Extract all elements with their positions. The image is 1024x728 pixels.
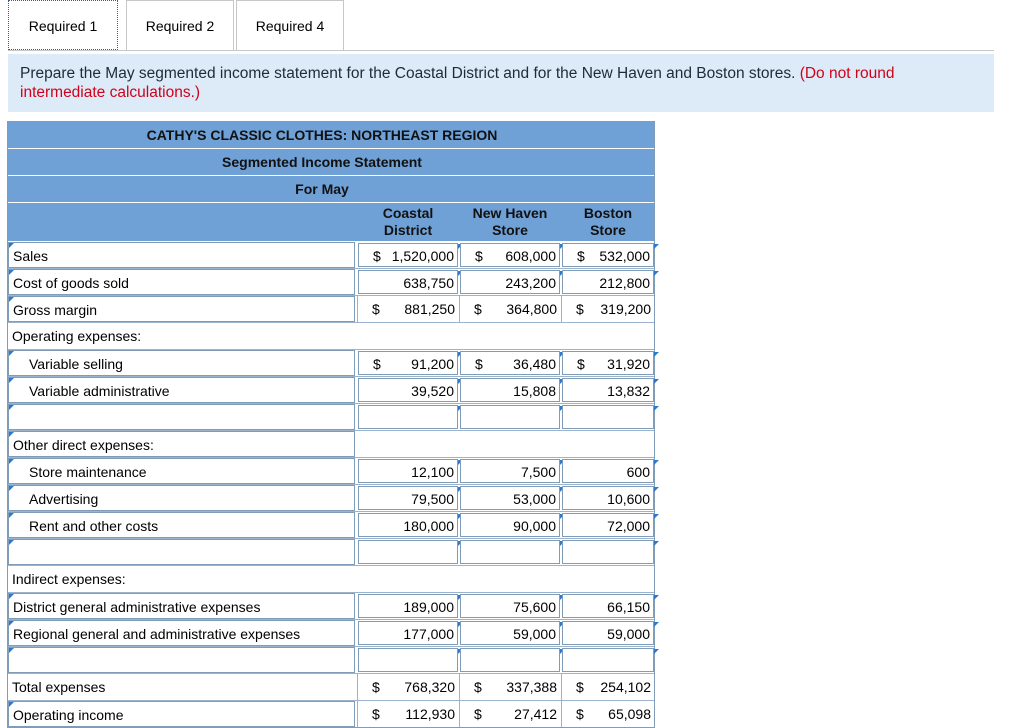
value-input[interactable]: 13,832 [562, 378, 654, 402]
row-total-expenses [8, 674, 654, 701]
tab-bar [8, 0, 994, 51]
input-flag-marker [654, 514, 659, 519]
row-blank [8, 539, 654, 566]
value-input[interactable]: $ 91,200 [358, 351, 458, 375]
tab-required-4[interactable]: Required 4 [236, 0, 344, 50]
value-input[interactable]: 39,520 [358, 378, 458, 402]
section-label: Indirect expenses: [8, 566, 355, 592]
row-sales [8, 242, 654, 269]
instruction-box [8, 54, 994, 112]
tab-required-2[interactable]: Required 2 [126, 0, 234, 50]
row-blank [8, 647, 654, 674]
row-label-input[interactable]: Sales [8, 242, 355, 268]
row-label: Total expenses [8, 674, 355, 700]
value-input[interactable]: 189,000 [358, 594, 458, 618]
input-flag-marker [9, 432, 14, 437]
value-input[interactable]: 66,150 [562, 594, 654, 618]
input-flag-marker [9, 513, 14, 518]
value-input[interactable] [460, 405, 560, 429]
value-input[interactable]: 212,800 [562, 270, 654, 294]
company-header: CATHY'S CLASSIC CLOTHES: NORTHEAST REGION [8, 122, 654, 149]
section-label: Other direct expenses: [8, 431, 355, 457]
value-input[interactable] [358, 648, 458, 672]
input-flag-marker [654, 379, 659, 384]
row-district-admin [8, 593, 654, 620]
value-input[interactable]: 180,000 [358, 513, 458, 537]
row-label-input[interactable]: Regional general and administrative expenses [8, 620, 355, 646]
value-input[interactable]: 59,000 [460, 621, 560, 645]
value-input[interactable]: 72,000 [562, 513, 654, 537]
value-input[interactable]: $ 36,480 [460, 351, 560, 375]
row-variable-administrative [8, 377, 654, 404]
statement-title: Segmented Income Statement [8, 149, 654, 176]
input-flag-marker [9, 243, 14, 248]
value-input[interactable]: 75,600 [460, 594, 560, 618]
instruction-note: (Do not round intermediate calculations.) [20, 65, 895, 101]
input-flag-marker [9, 702, 14, 707]
input-flag-marker [654, 487, 659, 492]
row-regional-admin [8, 620, 654, 647]
value-input[interactable]: 243,200 [460, 270, 560, 294]
row-label-input[interactable] [8, 404, 355, 430]
row-gross-margin [8, 296, 654, 323]
value-input[interactable]: 79,500 [358, 486, 458, 510]
input-flag-marker [9, 594, 14, 599]
row-cogs [8, 269, 654, 296]
input-flag-marker [9, 351, 14, 356]
value-input[interactable]: $ 1,520,000 [358, 243, 458, 267]
column-header-new-haven: New Haven Store [472, 205, 548, 238]
tab-required-1[interactable]: Required 1 [8, 0, 118, 50]
computed-value: $ 881,250 [358, 297, 458, 321]
input-flag-marker [654, 406, 659, 411]
row-advertising [8, 485, 654, 512]
value-input[interactable]: 638,750 [358, 270, 458, 294]
computed-value: $ 364,800 [460, 297, 560, 321]
computed-value: $ 768,320 [358, 675, 458, 699]
input-flag-marker [654, 271, 659, 276]
computed-value: $ 27,412 [460, 702, 560, 726]
input-flag-marker [654, 541, 659, 546]
row-label-input[interactable]: Variable selling [8, 350, 355, 376]
statement-period: For May [8, 176, 654, 203]
value-input[interactable]: 15,808 [460, 378, 560, 402]
row-label-input[interactable]: Advertising [8, 485, 355, 511]
input-flag-marker [9, 405, 14, 410]
input-flag-marker [654, 244, 659, 249]
column-headers [8, 203, 654, 242]
value-input[interactable]: $ 532,000 [562, 243, 654, 267]
row-indirect-header [8, 566, 654, 593]
input-flag-marker [654, 352, 659, 357]
value-input[interactable] [562, 540, 654, 564]
input-flag-marker [9, 270, 14, 275]
column-header-boston: Boston Store [583, 205, 633, 238]
row-variable-selling [8, 350, 654, 377]
value-input[interactable] [358, 540, 458, 564]
value-input[interactable]: 53,000 [460, 486, 560, 510]
computed-value: $ 319,200 [562, 297, 654, 321]
input-flag-marker [9, 297, 14, 302]
value-input[interactable] [562, 405, 654, 429]
computed-value: $ 112,930 [358, 702, 458, 726]
input-flag-marker [654, 460, 659, 465]
column-header-coastal: Coastal District [382, 205, 434, 238]
value-input[interactable]: $ 31,920 [562, 351, 654, 375]
value-input[interactable]: 7,500 [460, 459, 560, 483]
value-input[interactable]: 90,000 [460, 513, 560, 537]
input-flag-marker [9, 486, 14, 491]
value-input[interactable] [460, 540, 560, 564]
value-input[interactable]: 12,100 [358, 459, 458, 483]
value-input[interactable]: 600 [562, 459, 654, 483]
row-operating-expenses-header [8, 323, 654, 350]
input-flag-marker [9, 648, 14, 653]
row-label-input[interactable]: Variable administrative [8, 377, 355, 403]
input-flag-marker [9, 621, 14, 626]
input-flag-marker [654, 622, 659, 627]
input-flag-marker [654, 649, 659, 654]
input-flag-marker [9, 540, 14, 545]
row-operating-income [8, 701, 654, 727]
input-flag-marker [654, 595, 659, 600]
column-header-label [8, 203, 356, 241]
row-label-input[interactable]: District general administrative expenses [8, 593, 355, 619]
value-input[interactable]: 10,600 [562, 486, 654, 510]
value-input[interactable]: $ 608,000 [460, 243, 560, 267]
computed-value: $ 254,102 [562, 675, 654, 699]
input-flag-marker [9, 378, 14, 383]
row-label-input[interactable]: Cost of goods sold [8, 269, 355, 295]
row-label-input[interactable]: Rent and other costs [8, 512, 355, 538]
row-other-direct-header [8, 431, 654, 458]
row-label-input[interactable]: Operating income [8, 701, 355, 727]
value-input[interactable] [460, 648, 560, 672]
value-input[interactable]: 177,000 [358, 621, 458, 645]
value-input[interactable]: 59,000 [562, 621, 654, 645]
section-label: Operating expenses: [8, 323, 355, 349]
computed-value: $ 65,098 [562, 702, 654, 726]
instruction-text: Prepare the May segmented income statement for the Coastal District and for the New Haven and Boston stores. [20, 65, 796, 82]
value-input[interactable] [562, 648, 654, 672]
row-label-input[interactable] [8, 539, 355, 565]
row-blank [8, 404, 654, 431]
row-label-input[interactable]: Store maintenance [8, 458, 355, 484]
value-input[interactable] [358, 405, 458, 429]
input-flag-marker [9, 459, 14, 464]
row-store-maintenance [8, 458, 654, 485]
row-label-input[interactable]: Gross margin [8, 296, 355, 322]
row-label-input[interactable] [8, 647, 355, 673]
computed-value: $ 337,388 [460, 675, 560, 699]
income-statement [7, 121, 655, 728]
row-rent [8, 512, 654, 539]
